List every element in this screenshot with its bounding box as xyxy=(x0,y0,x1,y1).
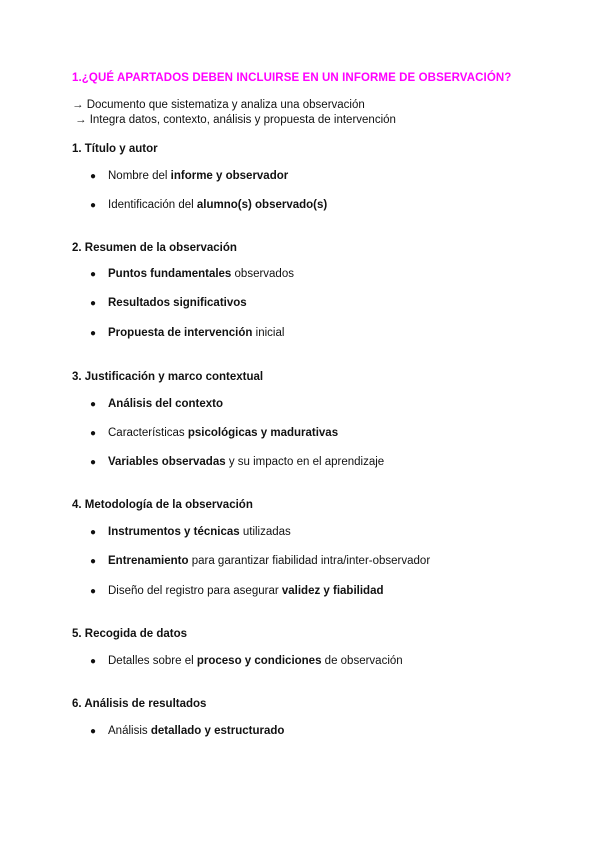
section-title: 6. Análisis de resultados xyxy=(72,698,207,710)
intro-block xyxy=(72,98,396,128)
bullet-icon: ● xyxy=(90,726,97,737)
section-title: 5. Recogida de datos xyxy=(72,628,188,640)
bullet-icon: ● xyxy=(90,399,97,410)
list-item: ● Características psicológicas y madurativas xyxy=(90,427,339,439)
section-title: 3. Justificación y marco contextual xyxy=(72,371,264,383)
section-title: 4. Metodología de la observación xyxy=(72,499,253,511)
intro-line: → Integra datos, contexto, análisis y propuesta de intervención xyxy=(75,114,396,126)
bullet-icon: ● xyxy=(90,656,97,667)
list-item: ● Nombre del informe y observador xyxy=(90,170,289,182)
intro-line: → Documento que sistematiza y analiza una observación xyxy=(72,99,365,111)
bullet-icon: ● xyxy=(90,586,97,597)
list-item: ● Variables observadas y su impacto en el aprendizaje xyxy=(90,456,385,468)
bullet-icon: ● xyxy=(90,556,97,567)
list-item: ● Análisis detallado y estructurado xyxy=(90,725,285,737)
list-item: ● Diseño del registro para asegurar validez y fiabilidad xyxy=(90,585,384,597)
bullet-icon: ● xyxy=(90,457,97,468)
bullet-icon: ● xyxy=(90,428,97,439)
section-title: 1. Título y autor xyxy=(72,143,158,155)
list-item: ● Detalles sobre el proceso y condiciones de observación xyxy=(90,655,403,667)
list-item: ● Identificación del alumno(s) observado(s) xyxy=(90,199,328,211)
section-title: 2. Resumen de la observación xyxy=(72,242,237,254)
bullet-icon: ● xyxy=(90,298,97,309)
list-item: ● Análisis del contexto xyxy=(90,398,224,410)
document-title: 1.¿QUÉ APARTADOS DEBEN INCLUIRSE EN UN INFORME DE OBSERVACIÓN? xyxy=(72,72,512,84)
list-item: ● Propuesta de intervención inicial xyxy=(90,327,285,339)
bullet-icon: ● xyxy=(90,328,97,339)
bullet-icon: ● xyxy=(90,269,97,280)
bullet-icon: ● xyxy=(90,527,97,538)
list-item: ● Instrumentos y técnicas utilizadas xyxy=(90,526,291,538)
list-item: ● Entrenamiento para garantizar fiabilidad intra/inter-observador xyxy=(90,555,431,567)
bullet-icon: ● xyxy=(90,200,97,211)
list-item: ● Puntos fundamentales observados xyxy=(90,268,294,280)
bullet-icon: ● xyxy=(90,171,97,182)
list-item: ● Resultados significativos xyxy=(90,297,247,309)
